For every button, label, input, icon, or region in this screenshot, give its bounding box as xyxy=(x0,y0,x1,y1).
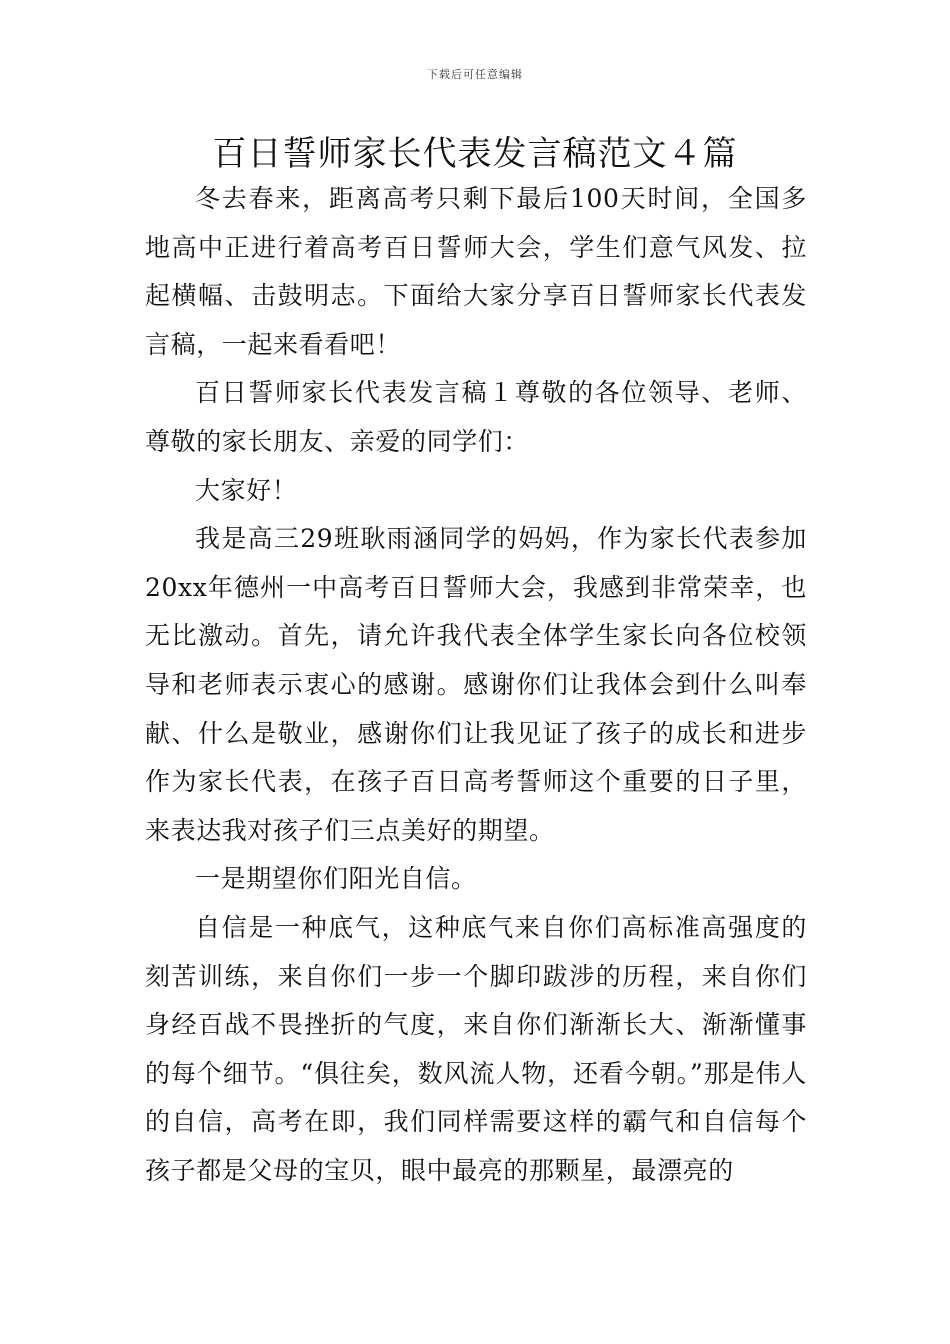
document-body xyxy=(145,175,807,1195)
paragraph-expectation-one: 一是期望你们阳光自信。 xyxy=(195,864,477,894)
paragraph-greeting: 大家好！ xyxy=(195,475,298,505)
paragraph-speech-opening: 我是高三29班耿雨涵同学的妈妈，作为家长代表参加20xx年德州一中高考百日誓师大会，我感到非常荣幸，也无比激动。首先，请允许我代表全体学生家长向各位校领导和老师表示衷心的感谢。感谢你们让我体会到什么叫奉献、什么是敬业，感谢你们让我见证了孩子的成长和进步作为家长代表，在孩子百日高考誓师这个重要的日子里，来表达我对孩子们三点美好的期望。 xyxy=(145,524,807,845)
paragraph-confidence: 自信是一种底气，这种底气来自你们高标准高强度的刻苦训练，来自你们一步一个脚印跋涉的历程，来自你们身经百战不畏挫折的气度，来自你们渐渐长大、渐渐懂事的每个细节。“俱往矣，数风流人物，还看今朝。”那是伟人的自信，高考在即，我们同样需要这样的霸气和自信每个孩子都是父母的宝贝，眼中最亮的那颗星，最漂亮的 xyxy=(145,912,807,1185)
document-title: 百日誓师家长代表发言稿范文４篇 xyxy=(212,134,738,174)
paragraph-salutation: 百日誓师家长代表发言稿１尊敬的各位领导、老师、尊敬的家长朋友、亲爱的同学们： xyxy=(145,378,807,456)
header-note: 下载后可任意编辑 xyxy=(427,68,523,81)
paragraph-intro: 冬去春来，距离高考只剩下最后100天时间，全国多地高中正进行着高考百日誓师大会，学生们意气风发、拉起横幅、击鼓明志。下面给大家分享百日誓师家长代表发言稿，一起来看看吧！ xyxy=(145,184,807,359)
